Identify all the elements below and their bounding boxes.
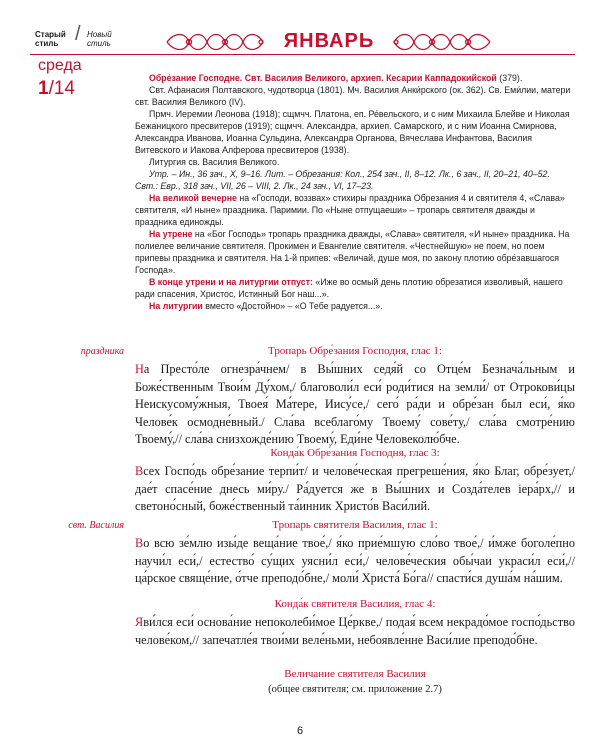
matins-label: На утрене xyxy=(149,229,193,239)
margin-note-saint: свт. Василия xyxy=(68,520,124,531)
kontakion-saint-title: Конда́к святителя Василия, глас 4: xyxy=(274,598,436,610)
troparion-feast-text xyxy=(135,361,575,449)
saints-line-2: Прмч. Иеремии Леонова (1918); сщмчч. Платона, еп. Ре́вельского, и с ним Михаила Блейве и Николая Бежаницкого пресвитеров (1919); сщмчч. Александра, архиеп. Самарского, и с ним Иоанна Смирнова, Александра Иванова, Иоанна Сульдина, Александра Органова, Вячеслава Инфантова, Василия Витевского и Иакова Алферова пресвитеров (1938). xyxy=(135,109,570,155)
kontakion-feast-initial: В xyxy=(135,464,144,478)
troparion-feast-title: Тропарь Обре́зания Господня, глас 1: xyxy=(268,345,442,357)
matins-text: на «Бог Господь» тропарь праздника дважды, «Слава» святителя, «И ныне» праздника. На полиелее величание святителя. Прокимен и Евангелие святителя. «Честнейшую» не поем, но поем припевы праздника и святителя. На 1-й припев: «Величай, душе моя, по закону плотию обре́завшагося Господа». xyxy=(135,229,570,275)
old-style-label: Старый стиль xyxy=(35,30,66,48)
readings-line: Утр. – Ин., 36 зач., X, 9–16. Лит. – Обрезания: Кол., 254 зач., II, 8–12. Лк., 6 зач., II, 20–21, 40–52. Свт.: Евр., 318 зач., VII, 26 – VIII, 2. Лк., 24 зач., VI, 17–23. xyxy=(135,169,550,191)
liturgy-line: Литургия св. Василия Великого. xyxy=(149,157,280,167)
troparion-feast-initial: Н xyxy=(135,362,144,376)
liturgy-text: вместо «Достойно» – «О Тебе радуется...». xyxy=(202,301,383,311)
kontakion-saint-text xyxy=(135,614,575,649)
troparion-feast-body: а Престо́ле огнезра́чнем/ в Вы́шних седя́й со Отце́м Безнача́льным и Боже́ственным Твои́м Ду́хом,/ благоволи́л еси́ роди́тися на земли́/ от Отрокови́цы Неискусому́жныя, Твоея́ Ма́тере, Иису́се,/ сего́ ра́ди и обре́зан был еси́, я́ко Челове́к осмодне́вный./ Сла́ва всеблаго́му Твоему́ сове́ту,/ сла́ва смотре́нию Твоему́,// сла́ва снизхожде́нию Твоему́, Еди́не Человеколю́бче. xyxy=(135,362,575,447)
troparion-saint-body: о всю зе́млю изы́де веща́ние твое́,/ я́ко прие́мшую сло́во твое́,/ и́мже боголе́пно научи́л еси́,/ естество́ су́щих уясни́л еси́,/ челове́ческия обы́чаи украси́л еси́,// ца́рское свяще́ние, о́тче преподо́бне,/ моли́ Христа́ Бо́га// спасти́ся душа́м на́шим. xyxy=(135,536,575,586)
new-style-label: Новый стиль xyxy=(87,30,112,48)
liturgy-rubric xyxy=(135,300,575,312)
troparion-saint-text xyxy=(135,535,575,588)
magnification-title: Величание святителя Василия xyxy=(284,668,426,680)
kontakion-feast-body: сех Госпо́дь обре́зание терпи́т/ и челове́ческая прегреше́ния, я́ко Благ, обре́зует,/ дае́т спасе́ние днесь ми́ру./ Ра́дуется же в Вы́шних и Созда́телев iера́рх,// и светоно́сный, боже́ственный та́инник Христо́в Васи́лий. xyxy=(135,464,575,514)
feast-line xyxy=(135,72,575,84)
page-header xyxy=(0,0,600,62)
troparion-saint-initial: В xyxy=(135,536,144,550)
weekday: среда xyxy=(38,57,82,74)
header-divider xyxy=(30,54,575,55)
ornament-right-icon xyxy=(392,30,492,54)
matins-rubric xyxy=(135,228,575,276)
troparion-saint-title: Тропарь святителя Василия, глас 1: xyxy=(272,519,438,531)
feast-year: (379). xyxy=(496,73,523,83)
old-style-date: 1 xyxy=(38,78,49,99)
vespers-rubric xyxy=(135,192,575,228)
style-separator: / xyxy=(75,23,81,45)
feast-title: Обре́зание Господне. Свт. Василия Великого, архиеп. Кесарии Каппадокийской xyxy=(149,73,497,83)
date-separator: / xyxy=(48,78,54,99)
month-title: ЯНВАРЬ xyxy=(283,30,375,52)
new-style-date: 14 xyxy=(53,78,75,99)
calendar-style-label xyxy=(35,23,112,48)
vespers-text: на «Господи, воззвах» стихиры праздника Обрезания 4 и святителя 4, «Слава» святителя, «И ныне» праздника. Паримии. По «Ныне отпущаеши» – тропарь святителя дважды и праздника единожды. xyxy=(135,193,565,227)
kontakion-saint-initial: Я xyxy=(135,615,144,629)
saints-line-1: Свт. Афанасия Полтавского, чудотворца (1801). Мч. Василия Анки́рского (ок. 362). Св. Еми́лии, матери свт. Василия Великого (IV). xyxy=(135,85,571,107)
vespers-label: На великой вечерне xyxy=(149,193,237,203)
margin-note-feast: праздника xyxy=(80,346,124,357)
dismissal-label: В конце утрени и на литургии отпуст: xyxy=(149,277,313,287)
dismissal-text: «Иже во осмый день плотию обрезатися изволивый, нашего ради спасения, Христос, Истинный Бог наш...». xyxy=(135,277,563,299)
date-number xyxy=(38,78,75,100)
kontakion-saint-body: ви́лся еси́ основа́ние непоколеби́мое Це́ркве,/ подая́ всем некрадо́мое госпо́дьство челове́ком,// запечатле́я твои́ми веле́ньми, небоявле́нне Васи́лие преподо́бне. xyxy=(135,615,575,647)
page-number: 6 xyxy=(296,725,304,737)
day-notes xyxy=(135,72,575,312)
liturgy-label: На литургии xyxy=(149,301,203,311)
dismissal-rubric xyxy=(135,276,575,300)
magnification-note: (общее святителя; см. приложение 2.7) xyxy=(268,684,442,695)
kontakion-feast-text xyxy=(135,463,575,516)
ornament-left-icon xyxy=(165,30,265,54)
kontakion-feast-title: Конда́к Обре́зания Господня, глас 3: xyxy=(270,447,440,459)
